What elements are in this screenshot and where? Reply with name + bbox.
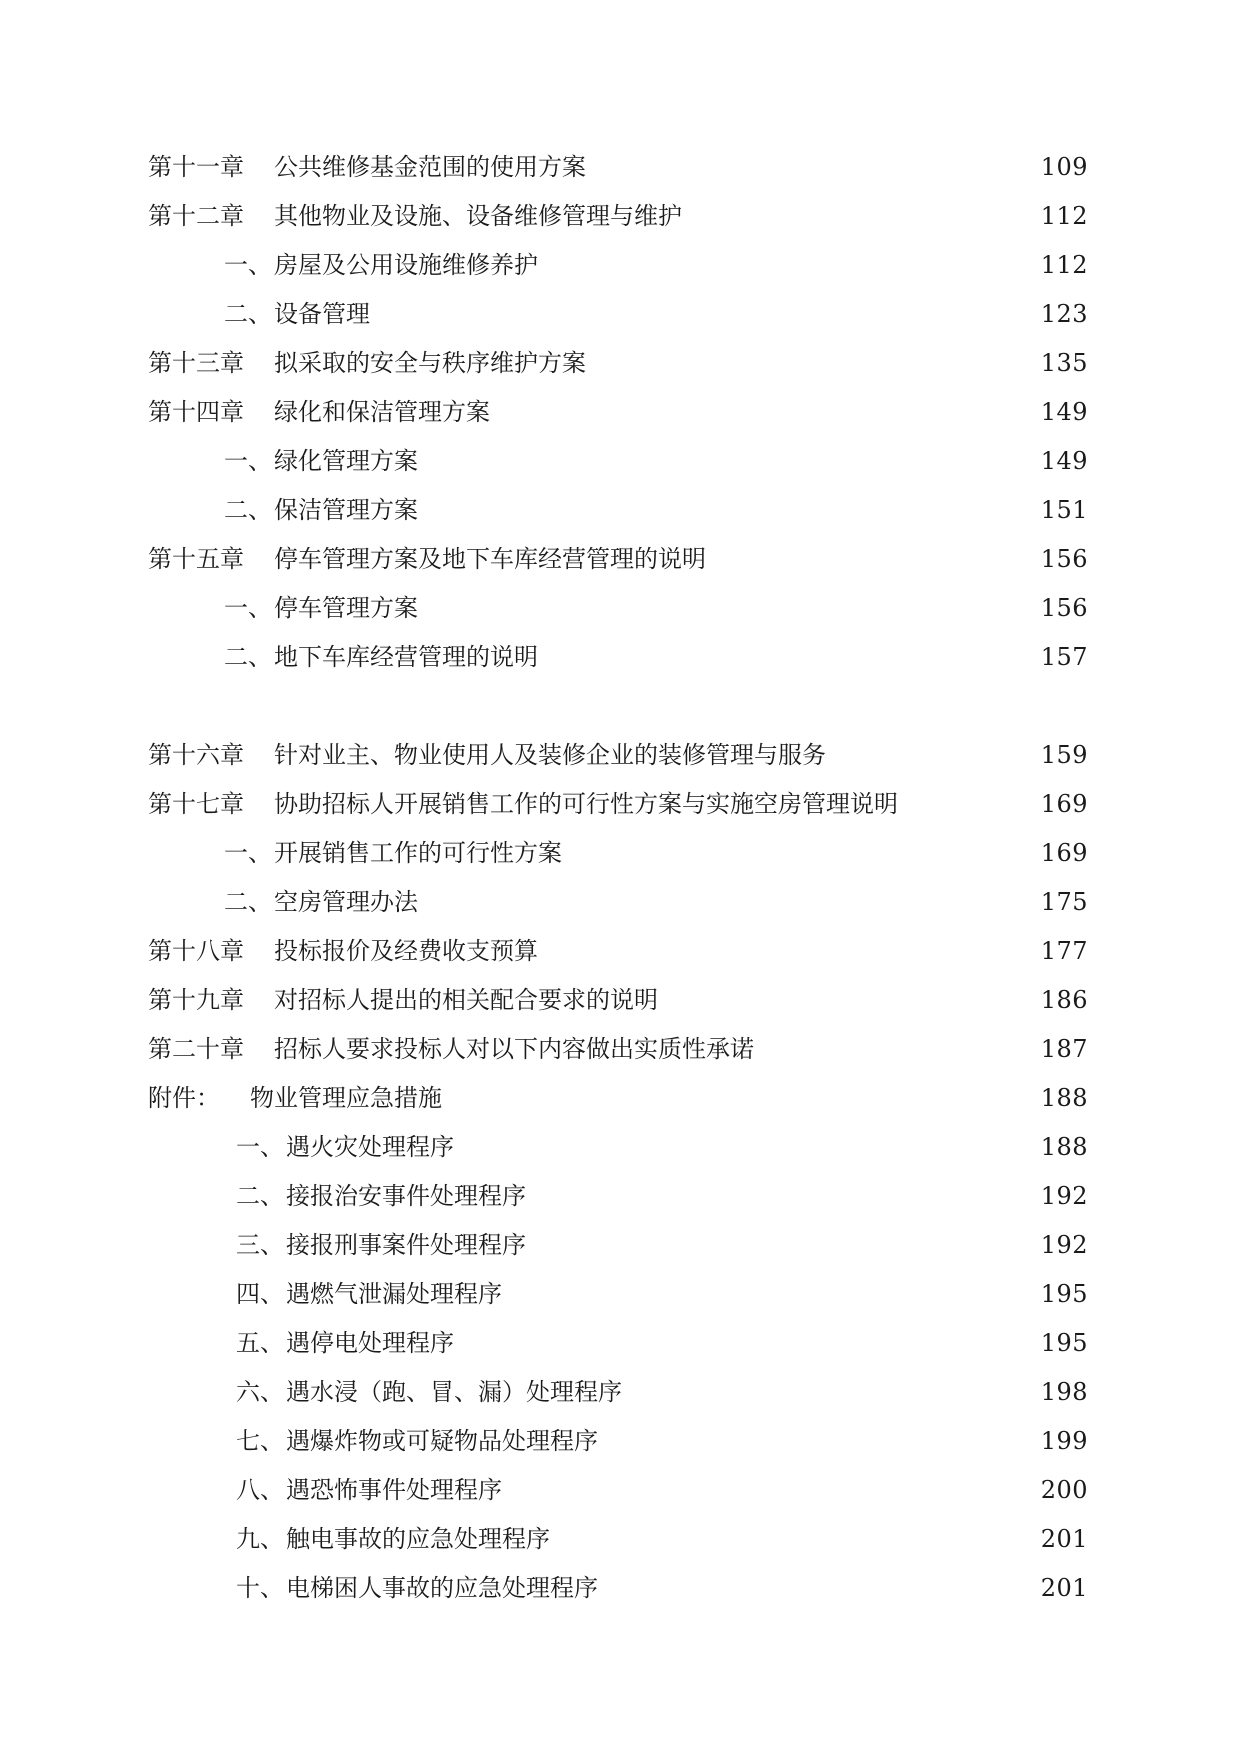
toc-entry-page-number: 200 (1040, 1476, 1088, 1504)
toc-entry-number: 二、 (224, 496, 272, 524)
toc-entry-number: 十、 (236, 1574, 284, 1602)
toc-entry-page-number: 169 (1040, 790, 1088, 818)
toc-entry-number: 第十六章 (148, 741, 244, 769)
toc-entry-annex-item (148, 1368, 1088, 1417)
toc-entry-page-number: 177 (1040, 937, 1088, 965)
toc-entry-number: 一、 (224, 839, 272, 867)
toc-entry-page-number: 188 (1040, 1133, 1088, 1161)
toc-entry-page-number: 201 (1040, 1525, 1088, 1553)
toc-entry-number: 二、 (224, 888, 272, 916)
toc-entry-chapter (148, 339, 1088, 388)
toc-entry-title: 投标报价及经费收支预算 (274, 937, 538, 965)
toc-entry-number: 二、 (224, 643, 272, 671)
toc-entry-page-number: 198 (1040, 1378, 1088, 1406)
toc-entry-number: 九、 (236, 1525, 284, 1553)
toc-entry-page-number: 156 (1040, 594, 1088, 622)
toc-entry-page-number: 192 (1040, 1231, 1088, 1259)
toc-entry-title: 停车管理方案 (274, 594, 418, 622)
toc-entry-title: 接报治安事件处理程序 (286, 1182, 526, 1210)
toc-entry-number: 一、 (224, 251, 272, 279)
toc-entry-title: 触电事故的应急处理程序 (286, 1525, 550, 1553)
toc-entry-title: 遇水浸（跑、冒、漏）处理程序 (286, 1378, 622, 1406)
toc-entry-annex-item (148, 1515, 1088, 1564)
toc-entry-annex-item (148, 1172, 1088, 1221)
toc-entry-title: 遇燃气泄漏处理程序 (286, 1280, 502, 1308)
toc-entry-annex-item (148, 1123, 1088, 1172)
toc-entry-number: 第十二章 (148, 202, 244, 230)
toc-entry-title: 针对业主、物业使用人及装修企业的装修管理与服务 (274, 741, 826, 769)
toc-entry-number: 二、 (236, 1182, 284, 1210)
toc-entry-page-number: 123 (1040, 300, 1088, 328)
toc-entry-title: 设备管理 (274, 300, 370, 328)
toc-entry-number: 第十八章 (148, 937, 244, 965)
toc-entry-section (148, 633, 1088, 682)
toc-entry-number: 一、 (236, 1133, 284, 1161)
toc-entry-annex-item (148, 1270, 1088, 1319)
toc-entry-number: 一、 (224, 594, 272, 622)
toc-entry-chapter (148, 1025, 1088, 1074)
toc-entry-number: 七、 (236, 1427, 284, 1455)
toc-entry-chapter (148, 192, 1088, 241)
table-of-contents (148, 143, 1088, 1613)
toc-entry-title: 遇火灾处理程序 (286, 1133, 454, 1161)
toc-entry-page-number: 192 (1040, 1182, 1088, 1210)
toc-entry-title: 绿化管理方案 (274, 447, 418, 475)
toc-entry-title: 接报刑事案件处理程序 (286, 1231, 526, 1259)
toc-entry-page-number: 175 (1040, 888, 1088, 916)
toc-entry-annex-item (148, 1466, 1088, 1515)
toc-entry-page-number: 186 (1040, 986, 1088, 1014)
toc-entry-section (148, 437, 1088, 486)
toc-entry-title: 房屋及公用设施维修养护 (274, 251, 538, 279)
toc-entry-title: 招标人要求投标人对以下内容做出实质性承诺 (274, 1035, 754, 1063)
toc-entry-annex-item (148, 1417, 1088, 1466)
toc-entry-section (148, 486, 1088, 535)
toc-entry-number: 第十三章 (148, 349, 244, 377)
toc-entry-page-number: 157 (1040, 643, 1088, 671)
toc-entry-chapter (148, 535, 1088, 584)
toc-entry-title: 物业管理应急措施 (250, 1084, 442, 1112)
toc-entry-number: 五、 (236, 1329, 284, 1357)
toc-entry-title: 地下车库经营管理的说明 (274, 643, 538, 671)
toc-entry-chapter (148, 927, 1088, 976)
toc-entry-title: 空房管理办法 (274, 888, 418, 916)
toc-entry-number: 一、 (224, 447, 272, 475)
toc-entry-chapter (148, 780, 1088, 829)
toc-entry-chapter (148, 731, 1088, 780)
toc-entry-page-number: 195 (1040, 1329, 1088, 1357)
toc-entry-number: 第十一章 (148, 153, 244, 181)
toc-entry-number: 二、 (224, 300, 272, 328)
toc-entry-section (148, 829, 1088, 878)
toc-entry-page-number: 169 (1040, 839, 1088, 867)
toc-entry-page-number: 112 (1040, 251, 1088, 279)
toc-entry-title: 遇爆炸物或可疑物品处理程序 (286, 1427, 598, 1455)
toc-entry-number: 第十九章 (148, 986, 244, 1014)
toc-entry-page-number: 195 (1040, 1280, 1088, 1308)
toc-entry-section (148, 290, 1088, 339)
toc-entry-number: 四、 (236, 1280, 284, 1308)
toc-entry-title: 绿化和保洁管理方案 (274, 398, 490, 426)
toc-entry-title: 协助招标人开展销售工作的可行性方案与实施空房管理说明 (274, 790, 898, 818)
toc-entry-title: 保洁管理方案 (274, 496, 418, 524)
toc-entry-annex-item (148, 1319, 1088, 1368)
toc-entry-title: 遇停电处理程序 (286, 1329, 454, 1357)
toc-entry-title: 拟采取的安全与秩序维护方案 (274, 349, 586, 377)
toc-entry-title: 公共维修基金范围的使用方案 (274, 153, 586, 181)
toc-entry-number: 第十四章 (148, 398, 244, 426)
toc-entry-page-number: 188 (1040, 1084, 1088, 1112)
toc-entry-section (148, 878, 1088, 927)
toc-entry-number: 第十七章 (148, 790, 244, 818)
toc-entry-annex-item (148, 1221, 1088, 1270)
toc-entry-title: 开展销售工作的可行性方案 (274, 839, 562, 867)
toc-entry-number: 附件： (148, 1084, 220, 1112)
toc-entry-number: 六、 (236, 1378, 284, 1406)
toc-entry-page-number: 151 (1040, 496, 1088, 524)
toc-entry-chapter (148, 388, 1088, 437)
toc-entry-title: 电梯困人事故的应急处理程序 (286, 1574, 598, 1602)
toc-entry-title: 停车管理方案及地下车库经营管理的说明 (274, 545, 706, 573)
toc-entry-title: 其他物业及设施、设备维修管理与维护 (274, 202, 682, 230)
toc-entry-number: 八、 (236, 1476, 284, 1504)
toc-entry-page-number: 199 (1040, 1427, 1088, 1455)
toc-entry-annex-item (148, 1564, 1088, 1613)
toc-entry-page-number: 187 (1040, 1035, 1088, 1063)
toc-entry-page-number: 149 (1040, 447, 1088, 475)
toc-entry-page-number: 201 (1040, 1574, 1088, 1602)
toc-entry-section (148, 584, 1088, 633)
toc-entry-title: 遇恐怖事件处理程序 (286, 1476, 502, 1504)
toc-entry-page-number: 112 (1040, 202, 1088, 230)
toc-entry-page-number: 149 (1040, 398, 1088, 426)
toc-entry-chapter (148, 143, 1088, 192)
toc-entry-page-number: 156 (1040, 545, 1088, 573)
toc-entry-number: 三、 (236, 1231, 284, 1259)
toc-entry-page-number: 109 (1040, 153, 1088, 181)
toc-entry-number: 第二十章 (148, 1035, 244, 1063)
toc-entry-page-number: 135 (1040, 349, 1088, 377)
toc-entry-title: 对招标人提出的相关配合要求的说明 (274, 986, 658, 1014)
toc-entry-page-number: 159 (1040, 741, 1088, 769)
toc-entry-number: 第十五章 (148, 545, 244, 573)
toc-entry-chapter (148, 976, 1088, 1025)
toc-entry-section (148, 241, 1088, 290)
toc-entry-annex (148, 1074, 1088, 1123)
